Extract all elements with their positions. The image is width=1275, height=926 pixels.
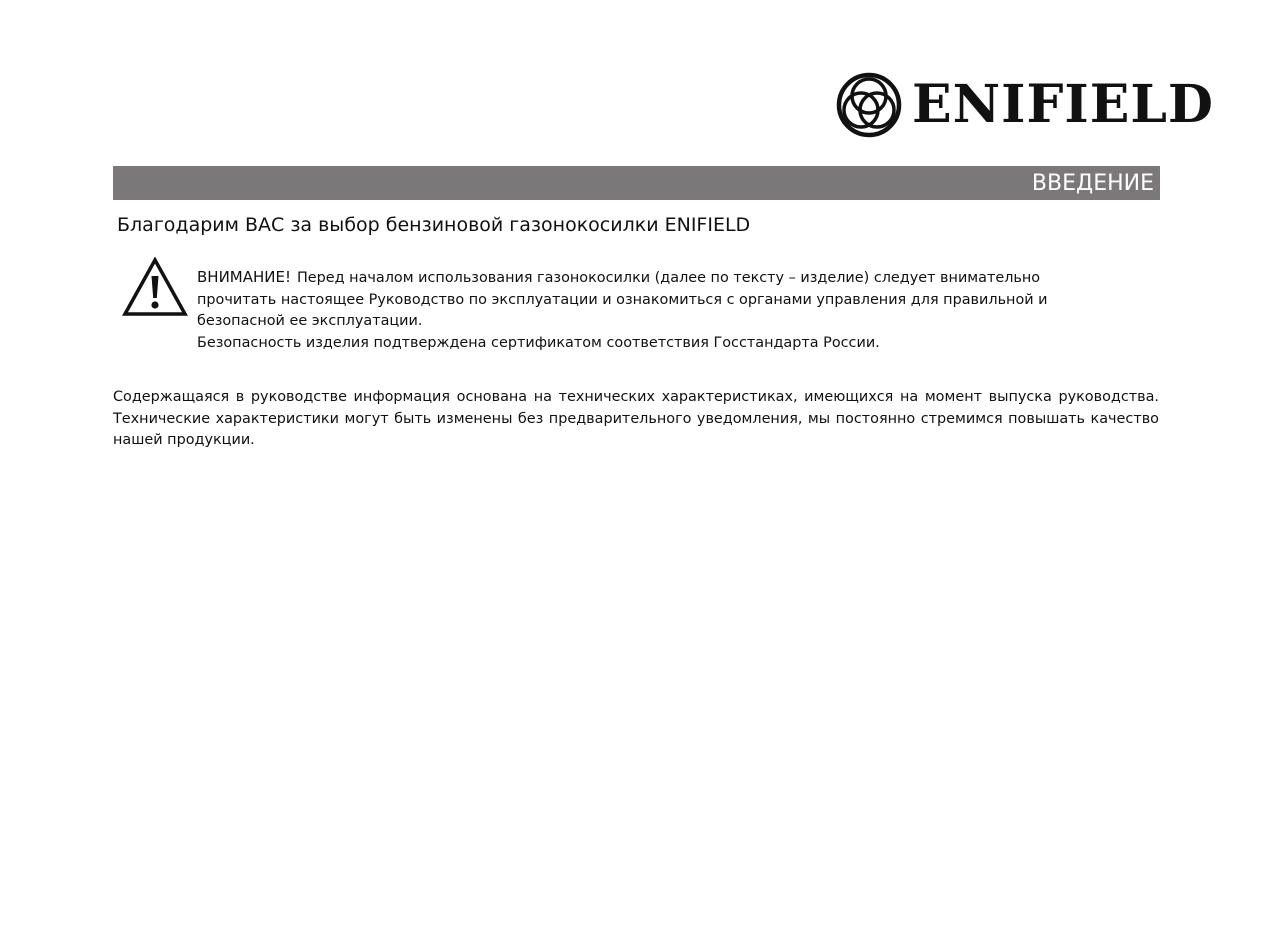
warning-triangle-icon (122, 257, 188, 317)
section-header-bar (113, 166, 1160, 200)
brand-logo-text: ENIFIELD (912, 74, 1215, 135)
interlocking-rings-logo-icon (836, 72, 902, 138)
warning-text-1: Перед началом использования газонокосилки (далее по тексту – изделие) следует внимательно (296, 270, 1041, 286)
warning-line-2: прочитать настоящее Руководство по эксплуатации и ознакомиться с органами управления для правильной и (197, 291, 1048, 308)
warning-line-3: безопасной ее эксплуатации. (197, 313, 423, 329)
section-title: ВВЕДЕНИЕ (1031, 171, 1154, 196)
warning-label: ВНИМАНИЕ! (197, 268, 291, 286)
brand-logo (836, 72, 1215, 138)
warning-notice (197, 267, 1097, 354)
warning-line-1 (197, 267, 1097, 290)
info-paragraph: Содержащаяся в руководстве информация основана на технических характеристиках, имеющихся на момент выпуска руководства. Технические характеристики могут быть изменены без предварительного уведомления, мы постоянно стремимся повышать качество нашей продукции. (113, 389, 1159, 448)
page-heading: Благодарим ВАС за выбор бензиновой газонокосилки ENIFIELD (117, 214, 751, 236)
warning-line-4: Безопасность изделия подтверждена сертификатом соответствия Госстандарта России. (197, 334, 880, 351)
